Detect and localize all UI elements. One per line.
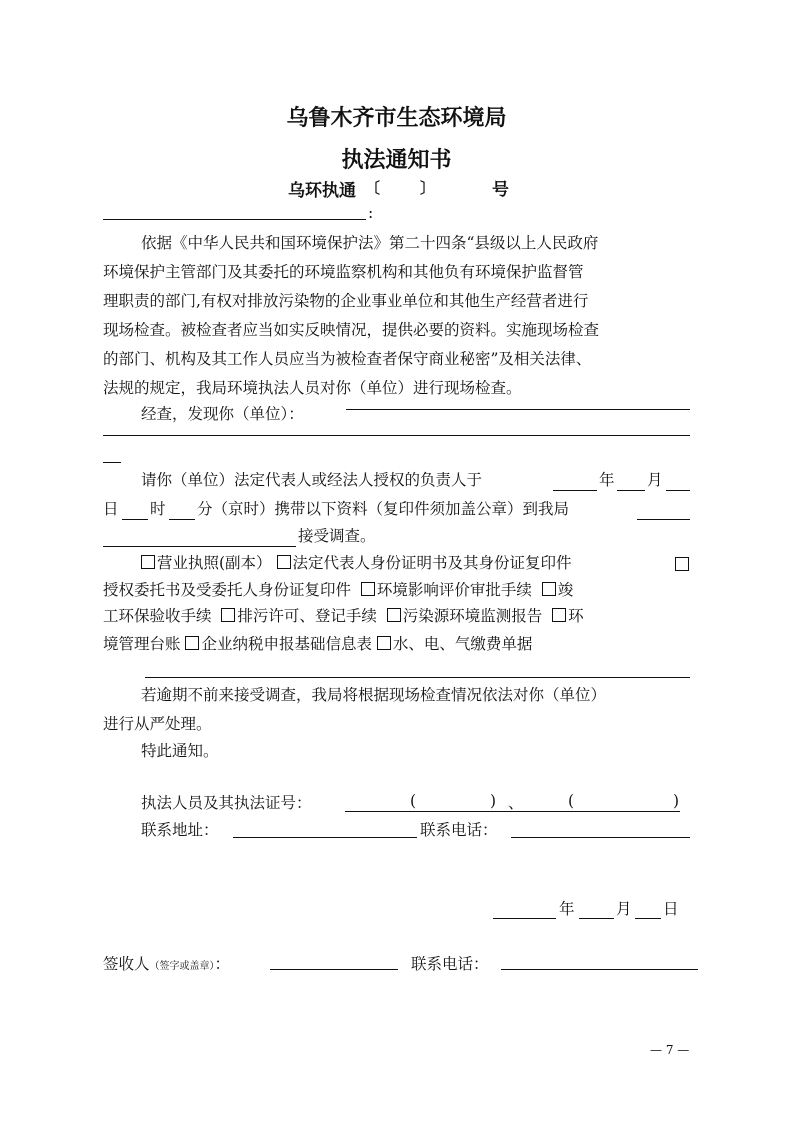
materials-line1 [141, 549, 572, 578]
day-field[interactable] [666, 490, 690, 491]
date-day: 日 [663, 900, 679, 918]
officer2-paren-close: ) [673, 792, 680, 810]
label-business-license: 营业执照(副本） [157, 554, 272, 572]
date-month-field[interactable] [579, 918, 614, 919]
month-field[interactable] [617, 490, 645, 491]
officer-phone-label: 联系电话： [420, 821, 498, 839]
minute-field[interactable] [169, 519, 195, 520]
year-field[interactable] [553, 490, 597, 491]
request-minute: 分（京时）携带以下资料（复印件须加盖公章）到我局 [197, 500, 570, 518]
address-label: 联系地址： [141, 821, 219, 839]
addressee-colon: : [368, 204, 374, 222]
para1-line1: 依据《中华人民共和国环境保护法》第二十四条“县级以上人民政府 [141, 234, 599, 252]
label-eia: 环境影响评价审批手续 [376, 581, 532, 599]
para1-line5: 的部门、机构及其工作人员应当为被检查者保守商业秘密”及相关法律、 [103, 350, 592, 368]
doc-number-prefix: 乌环执通 [288, 181, 356, 201]
officer1-paren-close: ) [490, 792, 497, 810]
checkbox-discharge-permit[interactable] [221, 608, 235, 622]
label-monitoring-report: 污染源环境监测报告 [402, 607, 543, 625]
checkbox-env-ledger[interactable] [552, 608, 566, 622]
label-acceptance-head: 竣 [557, 581, 574, 599]
doc-number-suffix: 号 [492, 180, 509, 200]
doc-number-bracket-close: 〕 [420, 179, 436, 197]
hour-field[interactable] [122, 519, 148, 520]
label-legal-rep-id: 法定代表人身份证明书及其身份证复印件 [292, 554, 572, 572]
checkbox-business-license[interactable] [141, 555, 155, 569]
checkbox-acceptance[interactable] [542, 582, 556, 596]
para1-line2: 环境保护主管部门及其委托的环境监察机构和其他负有环境保护监督管 [103, 263, 584, 281]
other-materials-field[interactable] [145, 677, 690, 678]
notice-text: 特此通知。 [141, 742, 219, 760]
signer-field[interactable] [270, 969, 398, 970]
request-day: 日 [103, 500, 119, 518]
checkbox-legal-rep-id[interactable] [277, 555, 291, 569]
label-discharge-permit: 排污许可、登记手续 [237, 607, 377, 625]
found-field-3[interactable] [103, 462, 121, 463]
officer1-paren-open: ( [410, 792, 417, 810]
receipt-note: （签字或盖章） [149, 961, 215, 972]
checkbox-tax-info[interactable] [185, 636, 199, 650]
receipt-label: 签收人 [103, 955, 150, 973]
label-tax-info: 企业纳税申报基础信息表 [201, 635, 372, 653]
doc-number-bracket-open: 〔 [365, 179, 381, 197]
request-year: 年 [599, 471, 615, 489]
found-field-2[interactable] [103, 435, 690, 436]
receipt-colon: ： [214, 955, 231, 973]
date-day-field[interactable] [635, 918, 661, 919]
overdue-line2: 进行从严处理。 [103, 715, 212, 733]
org-title: 乌鲁木齐市生态环境局 [286, 106, 507, 131]
materials-line3 [103, 602, 584, 631]
date-year: 年 [559, 900, 575, 918]
label-acceptance-tail: 工环保验收手续 [103, 607, 212, 625]
location-field-2[interactable] [103, 546, 296, 547]
request-hour: 时 [150, 500, 166, 518]
request-month: 月 [647, 471, 663, 489]
receipt-signer [103, 950, 230, 981]
materials-line4 [103, 630, 532, 659]
found-label: 经查，发现你（单位）： [141, 405, 304, 423]
label-utility-bills: 水、电、气缴费单据 [392, 635, 533, 653]
found-field-1[interactable] [346, 409, 690, 410]
date-month: 月 [616, 900, 632, 918]
para1-line3: 理职责的部门,有权对排放污染物的企业事业单位和其他生产经营者进行 [103, 292, 589, 310]
overdue-line1: 若逾期不前来接受调查，我局将根据现场检查情况依法对你（单位） [141, 686, 607, 704]
page-number: — 7 — [650, 1043, 690, 1057]
officers-label: 执法人员及其执法证号： [141, 794, 312, 812]
receipt-phone-label: 联系电话： [411, 955, 489, 973]
checkbox-authorization[interactable] [675, 557, 689, 571]
checkbox-monitoring-report[interactable] [387, 608, 401, 622]
date-year-field[interactable] [493, 918, 556, 919]
label-env-ledger-head: 环 [568, 607, 584, 625]
doc-title: 执法通知书 [341, 148, 452, 173]
label-env-ledger-tail: 境管理台账 [103, 635, 181, 653]
officer2-paren-open: ( [568, 792, 575, 810]
officer-separator: 、 [508, 794, 524, 812]
request-line1: 请你（单位）法定代表人或经法人授权的负责人于 [141, 471, 483, 489]
checkbox-eia[interactable] [361, 582, 375, 596]
label-authorization: 授权委托书及受委托人身份证复印件 [103, 581, 352, 599]
request-accept: 接受调查。 [298, 527, 376, 545]
receipt-phone-field[interactable] [501, 969, 698, 970]
location-field-1[interactable] [637, 519, 690, 520]
address-field[interactable] [233, 837, 417, 838]
checkbox-utility-bills[interactable] [377, 636, 391, 650]
para1-line4: 现场检查。被检查者应当如实反映情况，提供必要的资料。实施现场检查 [103, 321, 600, 339]
para1-line6: 法规的规定，我局环境执法人员对你（单位）进行现场检查。 [103, 379, 522, 397]
addressee-field[interactable] [103, 219, 366, 220]
officer-phone-field[interactable] [511, 837, 690, 838]
materials-line2 [103, 576, 573, 605]
